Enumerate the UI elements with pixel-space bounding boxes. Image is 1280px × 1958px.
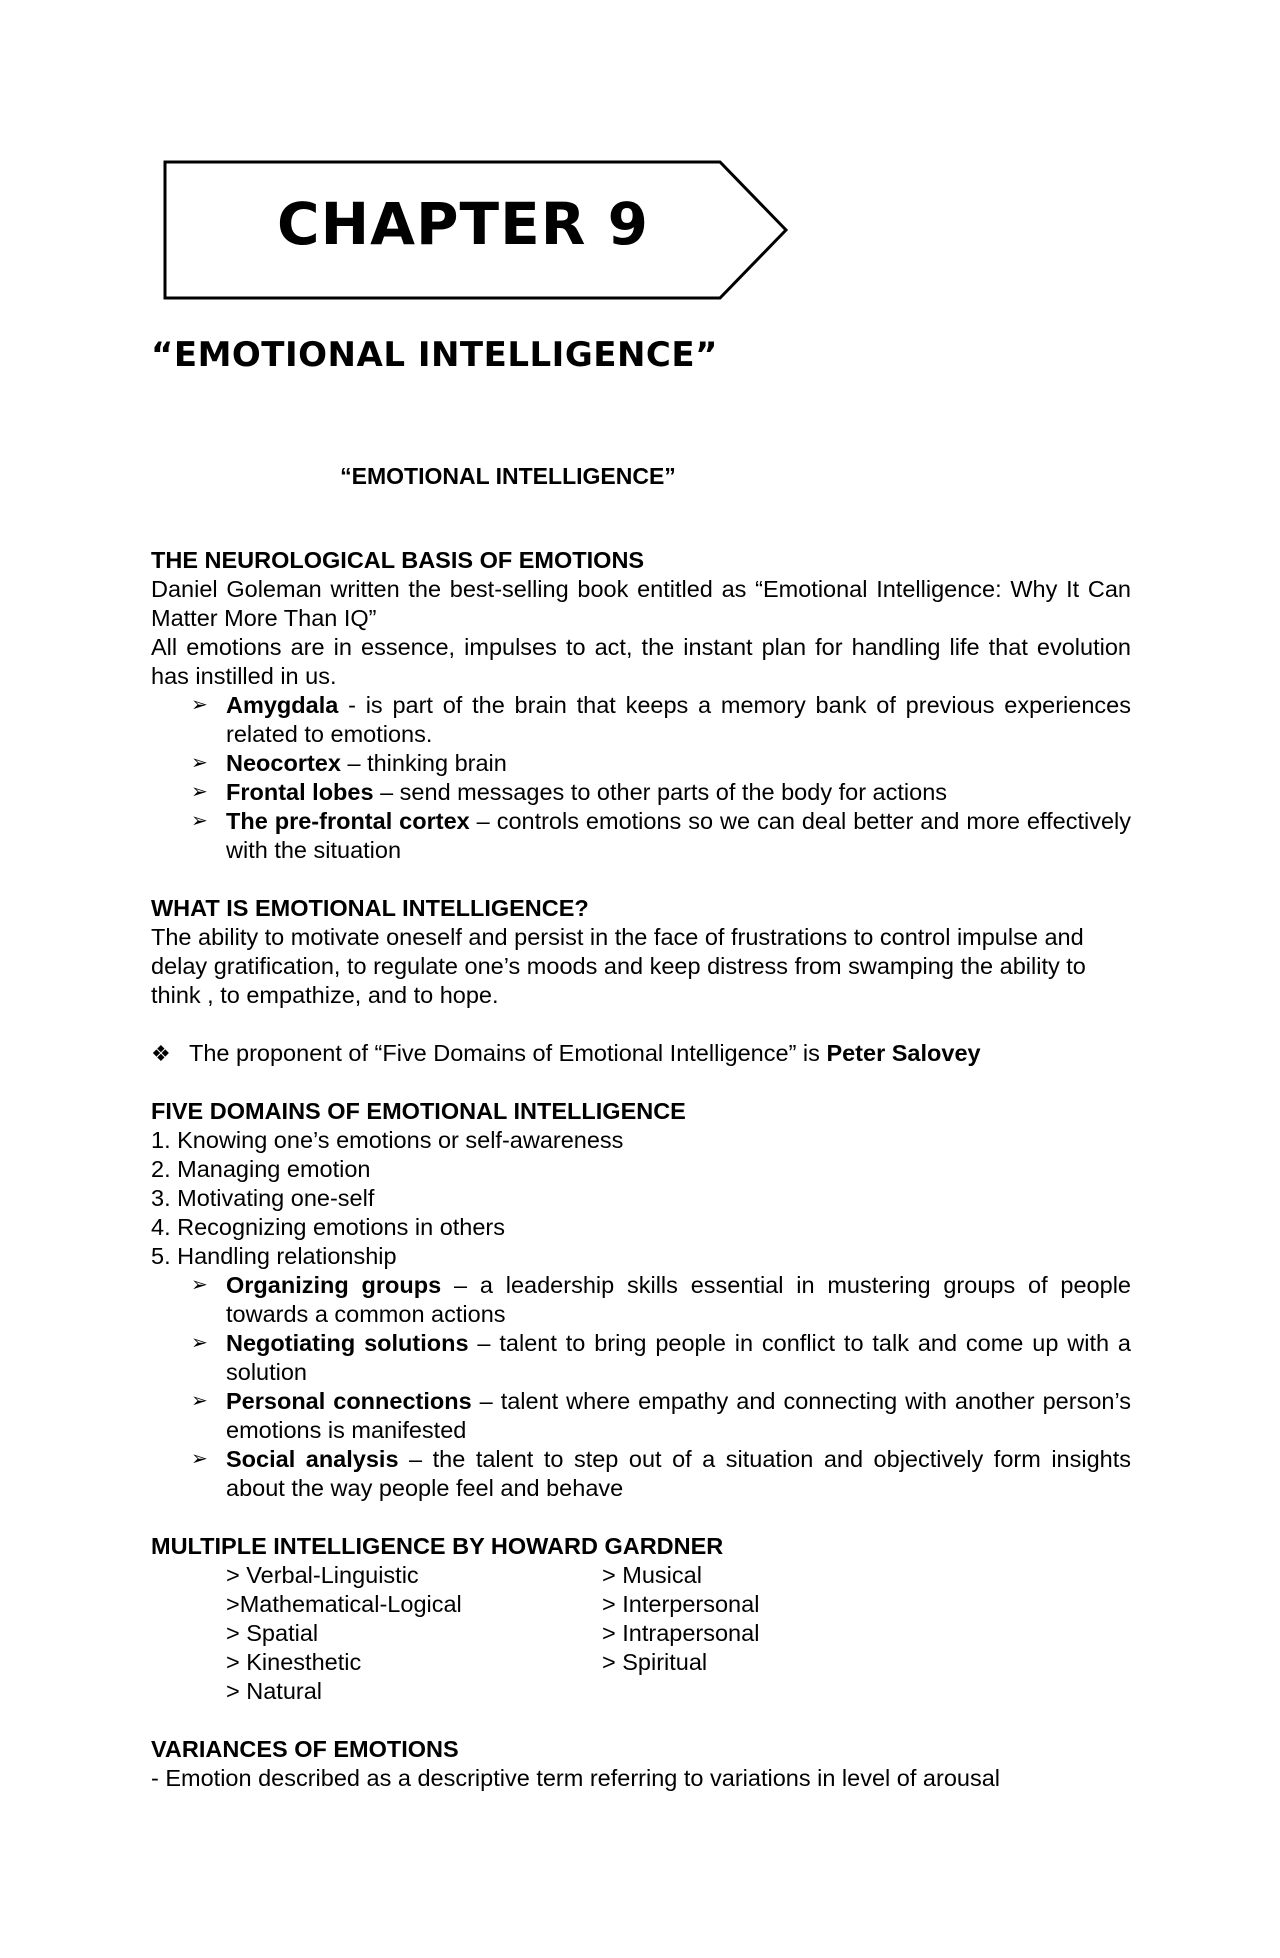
definition: – talent where empathy and connecting with another person’s emotions is manifested (226, 1388, 1132, 1443)
list-item: > Verbal-Linguistic (226, 1562, 419, 1588)
list-item (151, 691, 1131, 749)
list-item (151, 1329, 1131, 1387)
right-column (602, 1561, 759, 1677)
section-heading-what-is: WHAT IS EMOTIONAL INTELLIGENCE? (151, 895, 589, 921)
term: Social analysis (226, 1446, 399, 1472)
definition: – the talent to step out of a situation and objectively form insights about the way people feel and behave (226, 1446, 1131, 1501)
four-diamond-icon: ❖ (151, 1041, 171, 1066)
intelligence-columns (151, 1561, 1131, 1706)
arrow-bullet-icon: ➢ (191, 1274, 208, 1296)
arrow-bullet-icon: ➢ (191, 1390, 208, 1412)
document-body (151, 546, 1131, 1793)
section-heading-variances: VARIANCES OF EMOTIONS (151, 1736, 459, 1762)
paragraph: All emotions are in essence, impulses to act, the instant plan for handling life that evolution has instilled in us. (151, 634, 1131, 689)
relationship-list (151, 1271, 1131, 1503)
list-item: > Musical (602, 1562, 702, 1588)
left-column (226, 1561, 462, 1706)
chapter-banner (163, 160, 793, 303)
paragraph: - Emotion described as a descriptive term referring to variations in level of arousal (151, 1765, 1000, 1791)
term: Negotiating solutions (226, 1330, 469, 1356)
paragraph: The ability to motivate oneself and persist in the face of frustrations to control impulse and delay gratification, to regulate one’s moods and keep distress from swamping the ability to think , to empathize, and to hope. (151, 924, 1086, 1008)
term: Amygdala (226, 692, 339, 718)
section-heading-gardner: MULTIPLE INTELLIGENCE BY HOWARD GARDNER (151, 1533, 724, 1559)
list-item: > Spatial (226, 1620, 319, 1646)
term: Personal connections (226, 1388, 472, 1414)
chapter-title: CHAPTER 9 (277, 190, 649, 258)
proponent-text: The proponent of “Five Domains of Emotional Intelligence” is (189, 1040, 827, 1066)
list-item: 2. Managing emotion (151, 1156, 371, 1182)
section-heading-five-domains: FIVE DOMAINS OF EMOTIONAL INTELLIGENCE (151, 1098, 686, 1124)
proponent-line (151, 1039, 1131, 1068)
list-item: 5. Handling relationship (151, 1243, 397, 1269)
proponent-name: Peter Salovey (826, 1040, 981, 1066)
list-item: 1. Knowing one’s emotions or self-awareness (151, 1127, 624, 1153)
arrow-bullet-icon: ➢ (191, 1332, 208, 1354)
definition: - is part of the brain that keeps a memory bank of previous experiences related to emotions. (226, 692, 1131, 747)
definition: – talent to bring people in conflict to talk and come up with a solution (226, 1330, 1131, 1385)
term: Neocortex (226, 750, 341, 776)
arrow-bullet-icon: ➢ (191, 752, 208, 774)
list-item (151, 1445, 1131, 1503)
main-title: “EMOTIONAL INTELLIGENCE” (151, 335, 718, 375)
term: The pre-frontal cortex (226, 808, 470, 834)
list-item: 4. Recognizing emotions in others (151, 1214, 506, 1240)
arrow-bullet-icon: ➢ (191, 1448, 208, 1470)
paragraph: Daniel Goleman written the best-selling book entitled as “Emotional Intelligence: Why It Can Matter More Than IQ” (151, 576, 1131, 631)
list-item (151, 749, 1131, 778)
definition: – thinking brain (340, 750, 507, 776)
sub-title: “EMOTIONAL INTELLIGENCE” (340, 463, 676, 489)
list-item: > Interpersonal (602, 1591, 760, 1617)
neuro-list (151, 691, 1131, 865)
list-item: > Intrapersonal (602, 1620, 760, 1646)
section-heading-neuro: THE NEUROLOGICAL BASIS OF EMOTIONS (151, 547, 645, 573)
list-item: 3. Motivating one-self (151, 1185, 375, 1211)
definition: – send messages to other parts of the body for actions (373, 779, 948, 805)
list-item: >Mathematical-Logical (226, 1591, 462, 1617)
arrow-bullet-icon: ➢ (191, 781, 208, 803)
definition: – a leadership skills essential in mustering groups of people towards a common actions (226, 1272, 1131, 1327)
arrow-bullet-icon: ➢ (191, 810, 208, 832)
list-item: > Spiritual (602, 1649, 708, 1675)
definition: – controls emotions so we can deal better and more effectively with the situation (226, 808, 1131, 863)
list-item (151, 778, 1131, 807)
arrow-bullet-icon: ➢ (191, 694, 208, 716)
term: Frontal lobes (226, 779, 374, 805)
list-item: > Kinesthetic (226, 1649, 362, 1675)
list-item (151, 1387, 1131, 1445)
list-item: > Natural (226, 1678, 323, 1704)
list-item (151, 1271, 1131, 1329)
term: Organizing groups (226, 1272, 442, 1298)
list-item (151, 807, 1131, 865)
